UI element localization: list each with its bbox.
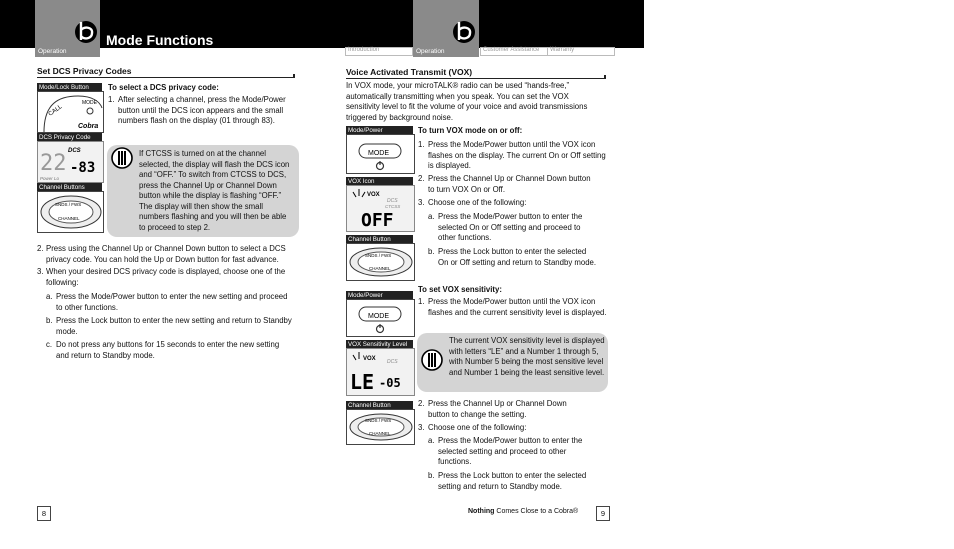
footer-rest: Comes Close to a Cobra® [496,508,579,515]
svg-text:CHANNEL: CHANNEL [58,216,80,221]
svg-text:SNDS / FWS: SNDS / FWS [365,418,392,423]
operation-tab-label-left: Operation [38,48,67,55]
info-icon [111,147,133,169]
svg-text:CTCSS: CTCSS [385,204,401,209]
label-mode-lock-button: Mode/Lock Button [37,83,102,91]
svg-text:CHANNEL: CHANNEL [369,266,391,271]
turn-substep-b-num: b. [428,247,435,256]
nav-warranty[interactable]: Warranty [550,47,575,53]
label-dcs-privacy-code: DCS Privacy Code [37,133,102,141]
sens-step-2-text: Press the Channel Up or Channel Down button to change the setting. [428,399,567,419]
left-step-1-num: 1. [108,95,115,104]
svg-text:OFF: OFF [361,210,394,231]
footer-tagline [468,508,578,515]
sens-step-2-num: 2. [418,399,425,408]
left-substep-b-text: Press the Lock button to enter the new setting and return to Standby mode. [56,316,292,336]
svg-text:CHANNEL: CHANNEL [369,431,391,436]
left-substep-c-num: c. [46,340,53,349]
sens-substep-a-num: a. [428,436,435,445]
turn-step-1-text: Press the Mode/Power button until the VOX icon flashes on the display. The current On or Off setting is displayed. [428,140,606,170]
turn-step-2-num: 2. [418,174,425,183]
page-number-left: 8 [37,506,51,521]
device-channel-button-2 [346,409,415,445]
left-substep-a-num: a. [46,292,53,301]
info-icon-right [421,349,443,371]
left-substep-c-text: Do not press any buttons for 15 seconds to enter the new setting and return to Standby mode. [56,340,280,360]
svg-text:Cobra: Cobra [78,123,99,130]
sens-step-1-text: Press the Mode/Power button until the VOX icon flashes and the current sensitivity level is displayed. [428,297,607,317]
right-heading-rule [346,78,606,79]
operation-tab-label-right: Operation [416,48,445,55]
svg-text:LE: LE [350,370,375,394]
cobra-logo-icon-right [452,18,476,44]
svg-text:22: 22 [40,151,67,176]
turn-substep-a-text: Press the Mode/Power button to enter the selected On or Off setting and proceed to other functions. [438,212,583,242]
left-heading-rule [37,77,295,78]
label-channel-buttons: Channel Buttons [37,183,102,191]
turn-step-1-num: 1. [418,140,425,149]
lcd-dcs-display [37,141,104,183]
device-channel-button-1 [346,243,415,281]
svg-text:DCS: DCS [68,148,81,154]
svg-text:-05: -05 [379,376,401,390]
device-channel-buttons [37,191,104,233]
svg-text:DCS: DCS [387,359,398,365]
right-note-text: The current VOX sensitivity level is displayed with letters “LE” and a Number 1 through 5, with Number 5 being the most sensitive level and Number 1 being the least sensitive level. [449,336,605,377]
page-title: Mode Functions [106,32,214,48]
left-step-3-num: 3. [37,267,44,276]
device-mode-power-1 [346,134,415,174]
cobra-logo-icon [74,18,98,44]
sens-step-3-text: Choose one of the following: [428,423,527,432]
turn-substep-a-num: a. [428,212,435,221]
right-section-heading: Voice Activated Transmit (VOX) [346,67,473,77]
label-vox-icon: VOX Icon [346,177,413,185]
lcd-vox-display [346,185,415,232]
svg-text:CALL: CALL [47,104,64,118]
svg-text:MODE: MODE [368,313,389,320]
turn-step-3-num: 3. [418,198,425,207]
left-step-2-text: Press using the Channel Up or Channel Down button to select a DCS privacy code. You can hold the Up or Down button for fast advance. [46,244,286,264]
rule-end-dot-right [604,75,606,78]
label-channel-button-2: Channel Button [346,401,413,409]
label-mode-power-2: Mode/Power [346,291,413,299]
right-intro: In VOX mode, your microTALK® radio can be used “hands-free,” automatically transmitting when you speak. You can set the VOX sensitivity level to fit the volume of your voice and avoid transmissions triggered by background noise. [346,81,588,122]
device-mode-lock [37,91,104,133]
label-channel-button-1: Channel Button [346,235,413,243]
left-substep-a-text: Press the Mode/Power button to enter the new setting and proceed to other functions. [56,292,288,312]
label-vox-sensitivity-level: VOX Sensitivity Level [346,340,413,348]
rule-end-dot [293,74,295,77]
footer-bold: Nothing [468,508,495,515]
page-number-right: 9 [596,506,610,521]
left-step-3-text: When your desired DCS privacy code is displayed, choose one of the following: [46,267,286,287]
turn-step-3-text: Choose one of the following: [428,198,527,207]
left-section-heading: Set DCS Privacy Codes [37,66,132,76]
svg-text:-83: -83 [70,160,96,176]
sens-substep-b-num: b. [428,471,435,480]
sens-heading: To set VOX sensitivity: [418,285,502,294]
svg-text:DCS: DCS [387,198,398,204]
sens-step-1-num: 1. [418,297,425,306]
nav-introduction[interactable]: Introduction [348,47,380,53]
label-mode-power-1: Mode/Power [346,126,413,134]
left-substep-b-num: b. [46,316,53,325]
lcd-vox-sensitivity [346,348,415,396]
svg-text:VOX: VOX [363,356,376,362]
svg-text:SNDS / FWS: SNDS / FWS [365,253,392,258]
turn-heading: To turn VOX mode on or off: [418,126,523,135]
nav-customer-assistance[interactable]: Customer Assistance [483,47,540,53]
left-step-2-num: 2. [37,244,44,253]
svg-text:MODE: MODE [368,150,389,157]
sens-substep-a-text: Press the Mode/Power button to enter the selected setting and proceed to other functions. [438,436,583,466]
left-intro-heading: To select a DCS privacy code: [108,83,219,92]
left-step-1-text: After selecting a channel, press the Mode/Power button until the DCS icon appears and the small numbers flash on the display (01 through 83). [118,95,286,125]
svg-text:VOX: VOX [367,192,380,198]
sens-substep-b-text: Press the Lock button to enter the selected setting and return to Standby mode. [438,471,587,491]
sens-step-3-num: 3. [418,423,425,432]
turn-step-2-text: Press the Channel Up or Channel Down button to turn VOX On or Off. [428,174,591,194]
header-bar-right [343,0,644,48]
svg-text:Power Lo: Power Lo [40,176,60,181]
device-mode-power-2 [346,299,415,337]
svg-text:MODE: MODE [82,100,97,106]
svg-text:SNDS / FWS: SNDS / FWS [55,202,82,207]
turn-substep-b-text: Press the Lock button to enter the selected On or Off setting and return to Standby mode. [438,247,597,267]
left-note-text: If CTCSS is turned on at the channel selected, the display will flash the DCS icon and “OFF.” To switch from CTCSS to DCS, press the Channel Up or Channel Down button while the display is flashing “OFF.” The display will then show the small numbers flashing and you will then be able to proceed to step 2. [139,149,290,232]
